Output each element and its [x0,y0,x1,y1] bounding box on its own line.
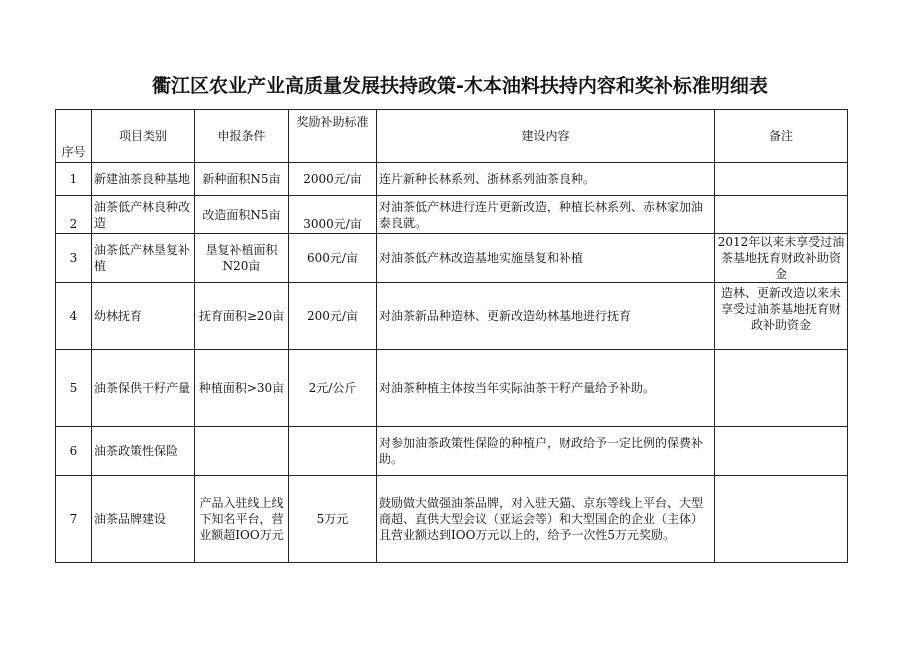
cell-category: 油茶品牌建设 [92,476,195,563]
cell-seq: 1 [56,163,92,196]
cell-category: 油茶政策性保险 [92,427,195,476]
page-title: 衢江区农业产业高质量发展扶持政策-木本油料扶持内容和奖补标准明细表 [152,75,768,97]
header-condition: 申报条件 [195,110,289,163]
cell-condition: 改造面积N5亩 [195,196,289,234]
table-row [56,350,848,427]
cell-remark [715,196,848,234]
cell-seq: 3 [56,234,92,283]
cell-category: 幼林抚育 [92,283,195,350]
header-content: 建设内容 [377,110,715,163]
cell-remark [715,163,848,196]
table-row [56,196,848,234]
table-row [56,427,848,476]
cell-condition [195,427,289,476]
cell-standard: 5万元 [289,476,377,563]
table-row [56,234,848,283]
cell-seq: 6 [56,427,92,476]
cell-standard: 3000元/亩 [289,196,377,234]
cell-content: 对油茶低产林进行连片更新改造，种植长林系列、赤林家加油泰良就。 [377,196,715,234]
cell-standard: 200元/亩 [289,283,377,350]
table-row [56,476,848,563]
cell-remark [715,476,848,563]
cell-seq: 4 [56,283,92,350]
cell-category: 新建油茶良种基地 [92,163,195,196]
cell-condition: 种植面积>30亩 [195,350,289,427]
cell-content: 鼓励做大做强油茶品牌，对入驻天猫、京东等线上平台、大型商超、直供大型会议（亚运会等）和大型国企的企业（主体）且营业额达到IOO万元以上的，给予一次性5万元奖励。 [377,476,715,563]
cell-seq: 2 [56,196,92,234]
header-standard: 奖励补助标准 [289,110,377,163]
header-remark: 备注 [715,110,848,163]
cell-condition: 新种面积N5亩 [195,163,289,196]
cell-condition: 产品入驻线上线下知名平台，营业额超IOO万元 [195,476,289,563]
cell-seq: 7 [56,476,92,563]
cell-remark: 2012年以来未享受过油茶基地抚育财政补助资金 [715,234,848,283]
header-seq: 序号 [56,110,92,163]
cell-standard: 2元/公斤 [289,350,377,427]
cell-content: 连片新种长林系列、浙林系列油茶良种。 [377,163,715,196]
cell-content: 对参加油茶政策性保险的种植户，财政给予一定比例的保费补助。 [377,427,715,476]
cell-remark [715,427,848,476]
cell-category: 油茶保供干籽产量 [92,350,195,427]
table-header-row [56,110,848,163]
table-row [56,163,848,196]
cell-content: 对油茶低产林改造基地实施垦复和补植 [377,234,715,283]
cell-category: 油茶低产林良种改造 [92,196,195,234]
cell-condition: 抚育面积≥20亩 [195,283,289,350]
cell-standard: 600元/亩 [289,234,377,283]
cell-condition: 垦复补植面积N20亩 [195,234,289,283]
cell-remark [715,350,848,427]
cell-remark: 造林、更新改造以来未享受过油茶基地抚育财政补助资金 [715,283,848,350]
cell-content: 对油茶新品种造林、更新改造幼林基地进行抚育 [377,283,715,350]
cell-category: 油茶低产林垦复补植 [92,234,195,283]
table-row [56,283,848,350]
cell-seq: 5 [56,350,92,427]
cell-standard [289,427,377,476]
cell-content: 对油茶种植主体按当年实际油茶干籽产量给予补助。 [377,350,715,427]
subsidy-table [55,109,848,563]
cell-standard: 2000元/亩 [289,163,377,196]
header-category: 项目类别 [92,110,195,163]
